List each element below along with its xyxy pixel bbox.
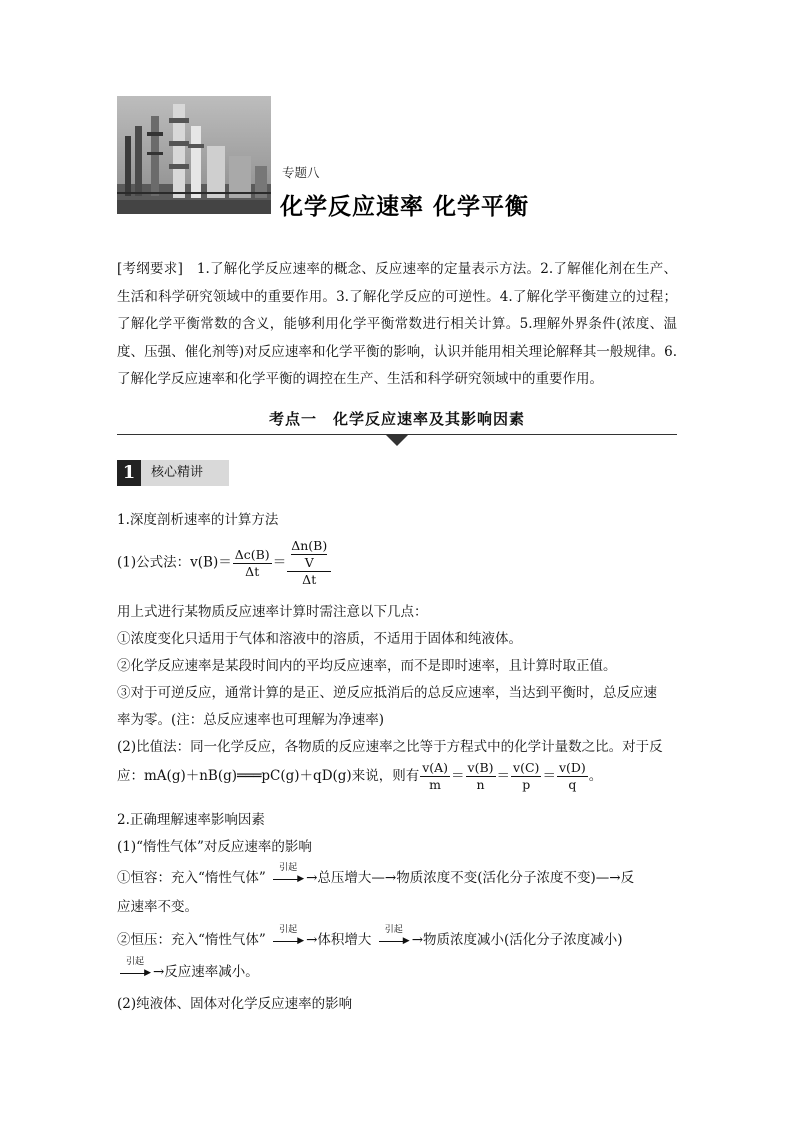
heading-factors: 2.正确理解速率影响因素 [117,812,265,828]
core-badge [117,460,229,486]
sub-liquid-solid: (2)纯液体、固体对化学反应速率的影响 [117,996,353,1012]
syllabus-requirements: [考纲要求] 1.了解化学反应速率的概念、反应速率的定量表示方法。2.了解催化剂在生产、生活和科学研究领域中的重要作用。3.了解化学反应的可逆性。4.了解化学平衡建立的过程；了解化学平衡常数的含义，能够利用化学平衡常数进行相关计算。5.理解外界条件(浓度、温度、压强、催化剂等)对反应速率和化学平衡的影响，认识并能用相关理论解释其一般规律。6.了解化学反应速率和化学平衡的调控在生产、生活和科学研究领域中的重要作用。 [117,261,677,387]
badge-number: 1 [117,460,141,486]
note-2: ②化学反应速率是某段时间内的平均反应速率，而不是即时速率，且计算时取正值。 [117,658,617,674]
constant-pressure-line: ②恒压：充入“惰性气体” 引起 ▶ →体积增大 引起 ▶ →物质浓度减小(活化分子浓度减小) [117,924,623,948]
fraction-dn-v-dt: Δn(B) V Δt [287,538,331,588]
fraction-dc-dt: $\frac{\Delta c(B)}{\Delta t}$ [234,546,270,579]
formula-line [117,538,682,588]
ratio-line-a: (2)比值法：同一化学反应，各物质的反应速率之比等于方程式中的化学计量数之比。对于反 [117,739,663,755]
causes-arrow-icon: 引起 ▶ [270,872,306,886]
constant-volume-result: 应速率不变。 [117,899,198,915]
topic-kicker: 专题八 [282,165,320,180]
section-triangle-icon [386,435,408,446]
constant-volume-line: ①恒容：充入“惰性气体” 引起 ▶ →总压增大—→物质浓度不变(活化分子浓度不变)—→反 [117,862,635,886]
section-title: 考点一 化学反应速率及其影响因素 [268,410,525,428]
page-title: 化学反应速率 化学平衡 [280,194,530,220]
note-1: ①浓度变化只适用于气体和溶液中的溶质，不适用于固体和纯液体。 [117,631,522,647]
note-3b: 率为零。(注：总反应速率也可理解为净速率) [117,712,385,728]
ratio-b: $\frac{v(B)}{n}$ [467,760,494,792]
ratio-line-b: 应：mA(g)＋nB(g)═══pC(g)＋qD(g)来说，则有 $\frac{v(A)}{m}$ ＝ $\frac{v(B)}{n}$ ＝ $\frac{v(C)}{p}$ ＝ $\frac{v(D)}{q}$ 。 [117,760,603,792]
formula-lhs: v(B)＝ [190,554,232,571]
ratio-a: $\frac{v(A)}{m}$ [422,760,449,792]
causes-arrow-icon: 引起 ▶ [270,934,306,948]
causes-arrow-icon: 引起 ▶ [117,966,153,980]
formula-prefix: (1)公式法： [117,554,191,571]
note-3a: ③对于可逆反应，通常计算的是正、逆反应抵消后的总反应速率，当达到平衡时，总反应速 [117,685,657,701]
ratio-c: $\frac{v(C)}{p}$ [513,760,540,792]
note-intro: 用上式进行某物质反应速率计算时需注意以下几点： [117,604,428,620]
ratio-prefix: 应：mA(g)＋nB(g)═══pC(g)＋qD(g)来说，则有 [117,768,420,784]
heading-rate-calc: 1.深度剖析速率的计算方法 [117,512,279,528]
sub-inert-gas: (1)“惰性气体”对反应速率的影响 [117,839,312,855]
ratio-d: $\frac{v(D)}{q}$ [558,760,586,792]
constant-pressure-result: 引起 ▶ →反应速率减小。 [117,960,682,980]
equals-sign: ＝ [272,554,287,571]
badge-label: 核心精讲 [151,465,204,480]
chemical-plant-photo [117,96,271,214]
causes-arrow-icon: 引起 ▶ [376,934,412,948]
